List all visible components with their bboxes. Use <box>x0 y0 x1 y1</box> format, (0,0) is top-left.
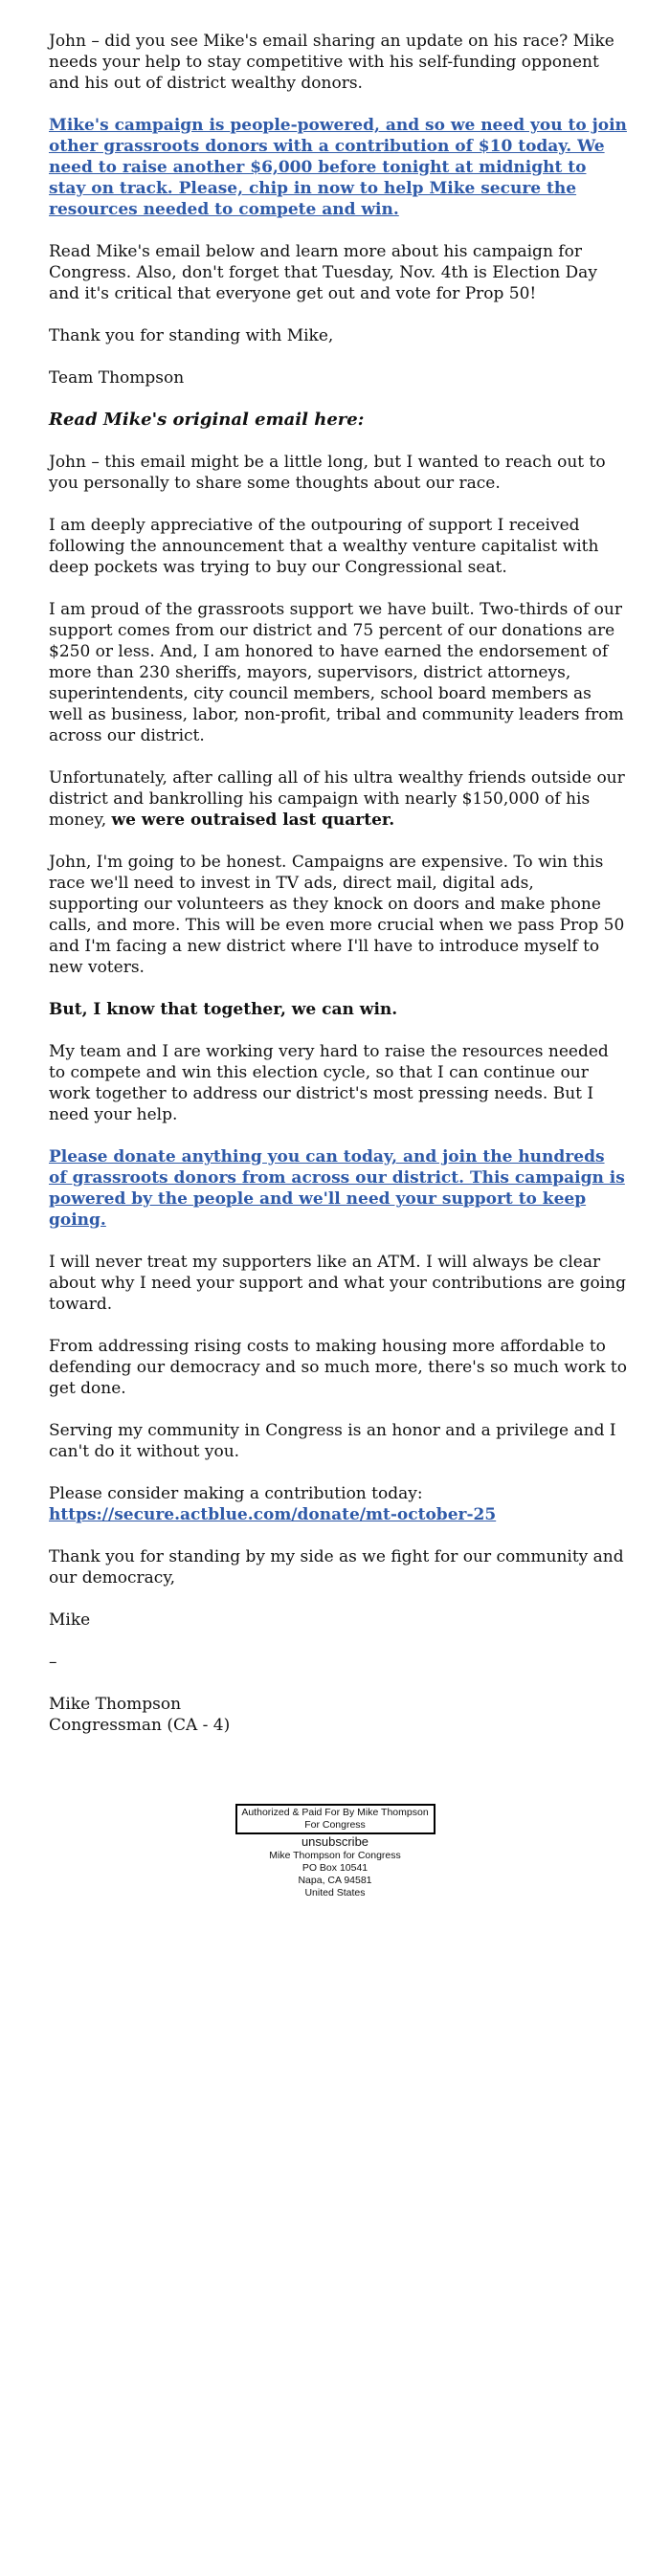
email-body <box>49 31 628 1736</box>
intro-signature: Team Thompson <box>49 368 185 388</box>
intro-paragraph: John – did you see Mike's email sharing an update on his race? Mike needs your help to stay competitive with his self-funding opponent and his out of district wealthy donors. <box>49 32 614 93</box>
outraised-lead-text: Unfortunately, after calling all of his ultra wealthy friends outside our district and bankrolling his campaign with nearly $150,000 of his money, <box>49 768 625 830</box>
original-paragraph-9: From addressing rising costs to making housing more affordable to defending our democracy and so much more, there's so much work to get done. <box>49 1337 627 1398</box>
original-paragraph-7: My team and I are working very hard to raise the resources needed to compete and win this election cycle, so that I can continue our work together to address our district's most pressing needs. But I need your help. <box>49 1042 609 1124</box>
cta-paragraph-1 <box>49 115 628 220</box>
original-email-heading: Read Mike's original email here: <box>49 410 365 430</box>
actblue-link[interactable]: https://secure.actblue.com/donate/mt-october-25 <box>49 1505 497 1524</box>
intro-thanks: Thank you for standing with Mike, <box>49 326 334 345</box>
signature-title: Congressman (CA - 4) <box>49 1716 231 1735</box>
unsubscribe-link[interactable]: unsubscribe <box>301 1834 369 1849</box>
donate-link-top[interactable]: Mike's campaign is people-powered, and so we need you to join other grassroots donors with a contribution of $10 today. We need to raise another $6,000 before tonight at midnight to stay on track. Please, chip in now to help Mike secure the resources needed to compete and win. <box>49 116 627 219</box>
intro-paragraph-2: Read Mike's email below and learn more about his campaign for Congress. Also, don't forget that Tuesday, Nov. 4th is Election Day and it's critical that everyone get out and vote for Prop 50! <box>49 242 597 303</box>
contribution-prompt: Please consider making a contribution today: <box>49 1484 423 1503</box>
closing-paragraph: Thank you for standing by my side as we fight for our community and our democracy, <box>49 1547 624 1588</box>
authorized-by-box: Authorized & Paid For By Mike Thompson For Congress <box>235 1804 436 1834</box>
contribution-paragraph <box>49 1483 628 1525</box>
email-footer <box>0 1804 670 1899</box>
footer-country: United States <box>304 1887 366 1899</box>
original-paragraph-5: John, I'm going to be honest. Campaigns are expensive. To win this race we'll need to invest in TV ads, direct mail, digital ads, supporting our volunteers as they knock on doors and make phone calls, and more. This will be even more crucial when we pass Prop 50 and I'm facing a new district where I'll have to introduce myself to new voters. <box>49 853 625 977</box>
original-paragraph-8: I will never treat my supporters like an ATM. I will always be clear about why I need your support and what your contributions are going toward. <box>49 1253 626 1314</box>
original-paragraph-10: Serving my community in Congress is an honor and a privilege and I can't do it without you. <box>49 1421 616 1461</box>
cta-paragraph-2 <box>49 1146 628 1231</box>
original-paragraph-1: John – this email might be a little long, but I wanted to reach out to you personally to share some thoughts about our race. <box>49 453 606 493</box>
signature-dash: – <box>49 1653 57 1672</box>
outraised-bold-text: we were outraised last quarter. <box>111 811 395 830</box>
original-paragraph-3: I am proud of the grassroots support we have built. Two-thirds of our support comes from our district and 75 percent of our donations are $250 or less. And, I am honored to have earned the endorsement of more than 230 sheriffs, mayors, supervisors, district attorneys, superintendents, city council members, school board members as well as business, labor, non-profit, tribal and community leaders from across our district. <box>49 600 624 745</box>
original-paragraph-4 <box>49 767 628 831</box>
original-paragraph-2: I am deeply appreciative of the outpouring of support I received following the announcement that a wealthy venture capitalist with deep pockets was trying to buy our Congressional seat. <box>49 516 599 577</box>
footer-po-box: PO Box 10541 <box>302 1862 368 1874</box>
footer-city: Napa, CA 94581 <box>298 1875 372 1886</box>
together-we-can-win: But, I know that together, we can win. <box>49 1000 398 1019</box>
donate-link-middle[interactable]: Please donate anything you can today, and join the hundreds of grassroots donors from across our district. This campaign is powered by the people and we'll need your support to keep going. <box>49 1147 625 1230</box>
signoff: Mike <box>49 1610 91 1630</box>
footer-org: Mike Thompson for Congress <box>269 1850 401 1861</box>
signature-name: Mike Thompson <box>49 1695 182 1714</box>
